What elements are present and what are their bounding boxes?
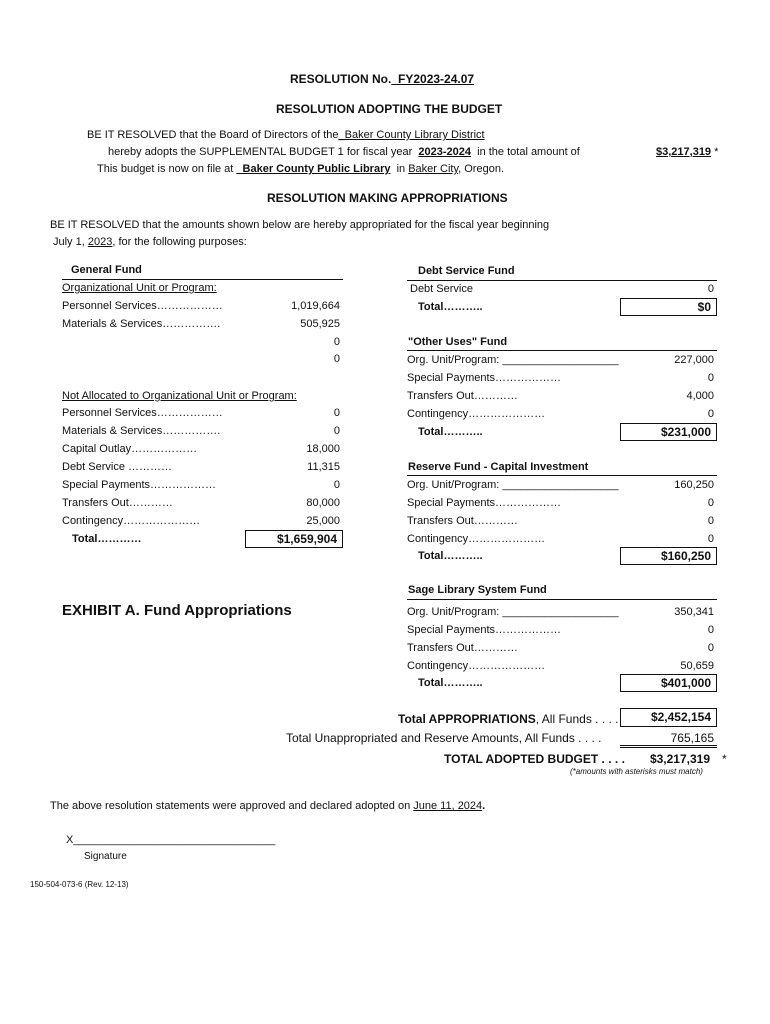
row-value: 18,000 xyxy=(306,443,340,455)
row-label: Debt Service ………… xyxy=(62,461,173,473)
debt-fund-total-label: Total……….. xyxy=(418,301,483,313)
row-value: 0 xyxy=(707,372,714,384)
reserve-total-label: Total……….. xyxy=(418,550,483,562)
unappropriated-label: Total Unappropriated and Reserve Amounts, All Funds . . . . xyxy=(286,731,602,745)
not-allocated-heading: Not Allocated to Organizational Unit or Program: xyxy=(62,390,297,402)
row-label: Contingency………………… xyxy=(62,515,201,527)
asterisk-note: (*amounts with asterisks must match) xyxy=(570,767,703,776)
row-label: Contingency………………… xyxy=(407,408,546,420)
row-value: 0 xyxy=(707,642,714,654)
row-label: Org. Unit/Program: ___________________ xyxy=(407,606,619,618)
exhibit-title: EXHIBIT A. Fund Appropriations xyxy=(62,602,292,619)
resolved-line-1: BE IT RESOLVED that the Board of Directors of the_Baker County Library District xyxy=(87,129,485,141)
row-value: 0 xyxy=(707,624,714,636)
adopting-title: RESOLUTION ADOPTING THE BUDGET xyxy=(276,102,503,116)
signature-label: Signature xyxy=(84,851,127,862)
total-adopted-value: $3,217,319 xyxy=(649,752,710,766)
row-value: 0 xyxy=(333,353,340,365)
total-appropriations-value: $2,452,154 xyxy=(620,708,717,727)
row-value: 505,925 xyxy=(300,318,340,330)
row-value: 1,019,664 xyxy=(291,300,340,312)
form-number: 150-504-073-6 (Rev. 12-13) xyxy=(30,880,129,889)
appropriations-title: RESOLUTION MAKING APPROPRIATIONS xyxy=(267,191,508,205)
sage-fund-title: Sage Library System Fund xyxy=(408,584,547,596)
resolved-line-3: This budget is now on file at _Baker County Public Library in Baker City, Oregon. xyxy=(97,163,504,175)
row-value: 0 xyxy=(333,407,340,419)
signature-line[interactable]: X_________________________________ xyxy=(66,834,276,846)
row-label: Materials & Services……………. xyxy=(62,425,221,437)
sage-total-label: Total……….. xyxy=(418,677,483,689)
row-value: 0 xyxy=(707,283,714,295)
summary-double-rule xyxy=(620,745,717,748)
reserve-total-value: $160,250 xyxy=(620,547,717,565)
row-label: Capital Outlay……………… xyxy=(62,443,198,455)
reserve-fund-rule xyxy=(407,475,717,476)
total-adopted-label: TOTAL ADOPTED BUDGET . . . . xyxy=(444,752,625,766)
sage-total-value: $401,000 xyxy=(620,674,717,692)
general-fund-title: General Fund xyxy=(71,264,142,276)
general-fund-total-value: $1,659,904 xyxy=(245,530,343,548)
reserve-fund-title: Reserve Fund - Capital Investment xyxy=(408,461,589,473)
row-label: Contingency………………… xyxy=(407,660,546,672)
row-label: Personnel Services……………… xyxy=(62,300,223,312)
row-value: 160,250 xyxy=(674,479,714,491)
row-label: Contingency………………… xyxy=(407,533,546,545)
row-value: 4,000 xyxy=(686,390,714,402)
row-value: 227,000 xyxy=(674,354,714,366)
debt-fund-title: Debt Service Fund xyxy=(418,265,515,277)
row-value: 11,315 xyxy=(307,461,340,473)
row-label: Transfers Out………… xyxy=(62,497,173,509)
row-value: 50,659 xyxy=(680,660,714,672)
total-appropriations-label: Total APPROPRIATIONS, All Funds . . . . xyxy=(398,712,619,726)
row-label: Special Payments……………… xyxy=(62,479,217,491)
row-value: 80,000 xyxy=(306,497,340,509)
total-amount: $3,217,319 * xyxy=(656,146,719,158)
row-value: 0 xyxy=(707,497,714,509)
row-label: Special Payments……………… xyxy=(407,497,562,509)
row-label: Transfers Out………… xyxy=(407,390,518,402)
unappropriated-value: 765,165 xyxy=(670,731,714,745)
general-fund-total-label: Total………… xyxy=(72,533,142,545)
sage-fund-rule xyxy=(407,599,717,600)
row-label: Special Payments……………… xyxy=(407,372,562,384)
row-label: Transfers Out………… xyxy=(407,642,518,654)
row-value: 0 xyxy=(707,515,714,527)
resolved-line-2: hereby adopts the SUPPLEMENTAL BUDGET 1 for fiscal year 2023-2024 in the total amount of xyxy=(108,146,580,158)
intro-line-1: BE IT RESOLVED that the amounts shown below are hereby appropriated for the fiscal year beginning xyxy=(50,219,550,231)
row-value: 350,341 xyxy=(674,606,714,618)
row-label: Debt Service xyxy=(410,283,473,295)
row-value: 25,000 xyxy=(306,515,340,527)
other-uses-total-label: Total……….. xyxy=(418,426,483,438)
row-label: Personnel Services……………… xyxy=(62,407,223,419)
row-label: Special Payments……………… xyxy=(407,624,562,636)
debt-fund-rule xyxy=(407,280,717,281)
row-label: Transfers Out………… xyxy=(407,515,518,527)
row-value: 0 xyxy=(333,479,340,491)
row-value: 0 xyxy=(333,425,340,437)
org-unit-heading: Organizational Unit or Program: xyxy=(62,282,217,294)
row-value: 0 xyxy=(707,533,714,545)
row-value: 0 xyxy=(333,336,340,348)
general-fund-rule xyxy=(62,279,343,280)
asterisk-mark: * xyxy=(722,752,727,766)
row-value: 0 xyxy=(707,408,714,420)
approval-statement: The above resolution statements were approved and declared adopted on June 11, 2024. xyxy=(50,800,486,812)
other-uses-fund-title: "Other Uses" Fund xyxy=(408,336,508,348)
other-uses-total-value: $231,000 xyxy=(620,423,717,441)
other-uses-fund-rule xyxy=(407,350,717,351)
row-label: Materials & Services……………. xyxy=(62,318,221,330)
row-label: Org. Unit/Program: ___________________ xyxy=(407,479,619,491)
row-label: Org. Unit/Program: ___________________ xyxy=(407,354,619,366)
resolution-number: RESOLUTION No._FY2023-24.07 xyxy=(290,72,475,86)
debt-fund-total-value: $0 xyxy=(620,298,717,316)
intro-line-2: July 1, 2023, for the following purposes: xyxy=(53,236,247,248)
